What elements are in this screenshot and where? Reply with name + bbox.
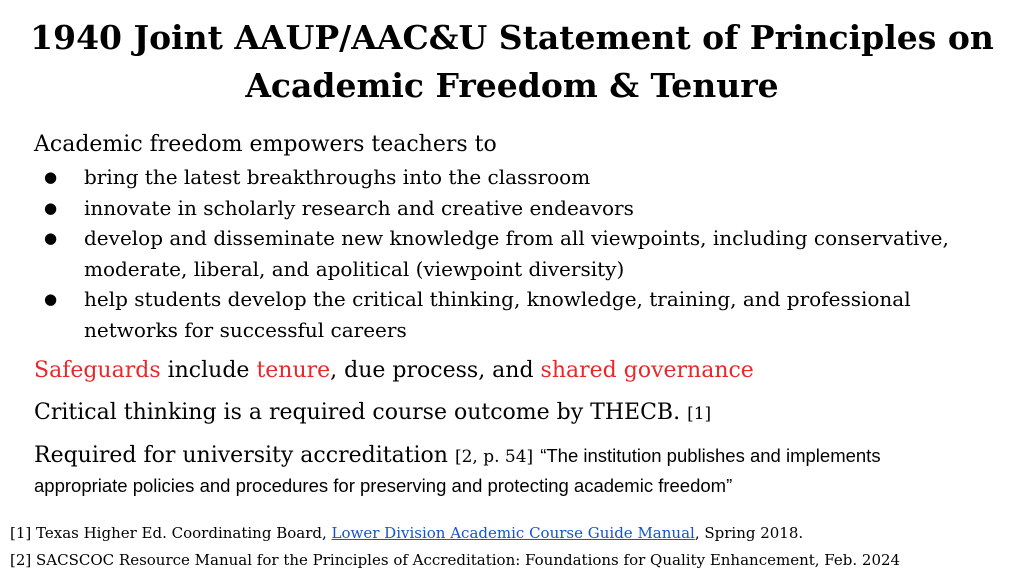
list-item — [34, 162, 994, 193]
safeguards-line — [34, 355, 754, 387]
tenure-keyword: tenure — [256, 358, 331, 383]
list-item — [34, 284, 994, 345]
accreditation-line — [34, 440, 881, 473]
safeguards-text: include — [160, 358, 257, 383]
bullet-text: develop and disseminate new knowledge from all viewpoints, including conservative, moderate, liberal, and apolitical (viewpoint diversity) — [84, 226, 949, 281]
bullet-icon: ● — [44, 290, 58, 308]
safeguards-keyword: Safeguards — [34, 358, 161, 383]
bullet-icon: ● — [44, 198, 58, 217]
bullet-list — [34, 162, 994, 345]
bullet-text: help students develop the critical thinking, knowledge, training, and professional networks for successful careers — [84, 287, 911, 342]
bullet-text: innovate in scholarly research and creative endeavors — [84, 195, 634, 220]
bullet-icon: ● — [44, 229, 58, 247]
critical-thinking-line — [34, 397, 711, 430]
footnote-1 — [10, 522, 803, 544]
slide-title: 1940 Joint AAUP/AAC&U Statement of Principles on Academic Freedom & Tenure — [30, 18, 994, 105]
critical-thinking-text: Critical thinking is a required course outcome by THECB. — [34, 400, 681, 425]
safeguards-text: , due process, and — [330, 358, 541, 383]
footnote-1-prefix: [1] Texas Higher Ed. Coordinating Board, — [10, 524, 332, 542]
footnote-1-suffix: , Spring 2018. — [694, 524, 804, 542]
intro-text: Academic freedom empowers teachers to — [34, 132, 497, 157]
list-item — [34, 193, 994, 224]
course-guide-link[interactable]: Lower Division Academic Course Guide Manual — [331, 524, 695, 542]
accreditation-text: Required for university accreditation — [34, 443, 448, 468]
shared-governance-keyword: shared governance — [540, 358, 754, 383]
reference-marker: [1] — [687, 404, 712, 424]
bullet-text: bring the latest breakthroughs into the classroom — [84, 165, 591, 189]
bullet-icon: ● — [44, 168, 58, 186]
accreditation-quote: “The institution publishes and implements — [540, 445, 881, 466]
accreditation-quote-continued: appropriate policies and procedures for preserving and protecting academic freedom” — [34, 475, 733, 496]
footnote-2: [2] SACSCOC Resource Manual for the Principles of Accreditation: Foundations for Quality Enhancement, Feb. 2024 — [10, 551, 901, 569]
reference-marker: [2, p. 54] — [454, 447, 534, 467]
list-item — [34, 223, 994, 284]
